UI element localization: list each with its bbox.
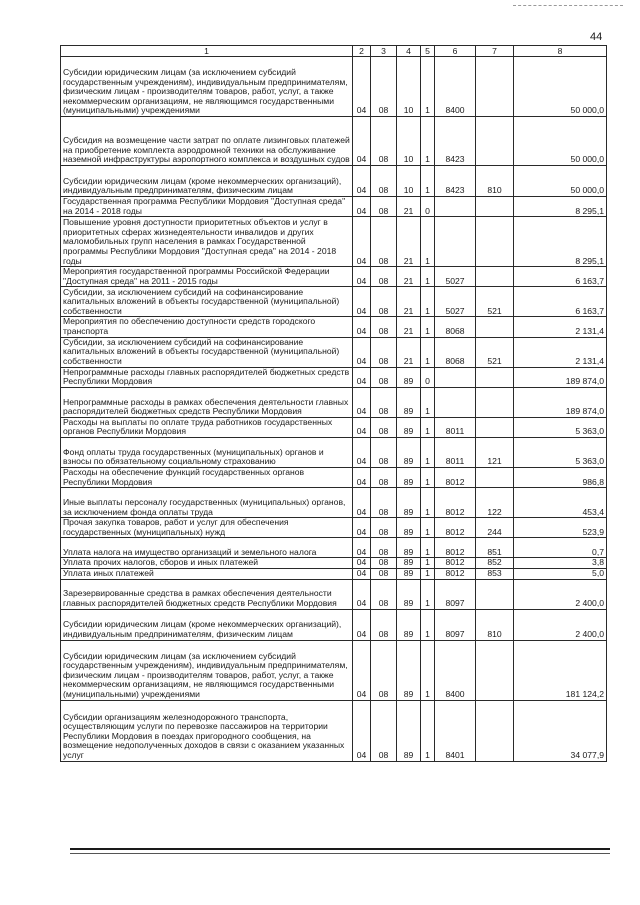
row-subprogram: 1	[421, 558, 435, 569]
row-target-item: 8423	[435, 117, 476, 166]
row-name: Уплата иных платежей	[61, 568, 353, 579]
row-program: 21	[397, 267, 421, 287]
row-amount: 181 124,2	[514, 640, 607, 700]
row-amount: 6 163,7	[514, 267, 607, 287]
row-subprogram: 1	[421, 166, 435, 197]
table-row	[61, 437, 607, 467]
table-row	[61, 337, 607, 367]
row-target-item: 8012	[435, 568, 476, 579]
row-program: 89	[397, 367, 421, 387]
row-target-item: 8097	[435, 579, 476, 609]
row-section: 04	[353, 518, 371, 538]
row-target-item: 8012	[435, 538, 476, 558]
row-expense-type: 852	[476, 558, 514, 569]
row-name: Повышение уровня доступности приоритетных объектов и услуг в приоритетных сферах жизнедеятельности инвалидов и других маломобильных групп населения в рамках Государственной программы Республики Мордовия "Доступная среда" на 2014 - 2018 годы	[61, 217, 353, 267]
row-amount: 5 363,0	[514, 417, 607, 437]
row-expense-type: 521	[476, 337, 514, 367]
row-name: Субсидии организациям железнодорожного транспорта, осуществляющим услуги по перевозке пассажиров на территории Республики Мордовия в поездах пригородного сообщения, на возмещение недополученных доходов в связи с оказанием указанных услуг	[61, 700, 353, 761]
row-subsection: 08	[371, 197, 397, 217]
row-subprogram: 1	[421, 57, 435, 117]
row-name: Субсидия на возмещение части затрат по оплате лизинговых платежей на приобретение комплекта аэродромной техники на обслуживание наземной инфраструктуры аэропортного комплекса и воздушных судов	[61, 117, 353, 166]
row-amount: 8 295,1	[514, 217, 607, 267]
row-subprogram: 1	[421, 287, 435, 317]
row-subsection: 08	[371, 609, 397, 640]
row-target-item: 8097	[435, 609, 476, 640]
table-row	[61, 538, 607, 558]
row-amount: 6 163,7	[514, 287, 607, 317]
row-name: Расходы на выплаты по оплате труда работников государственных органов Республики Мордовия	[61, 417, 353, 437]
row-expense-type: 851	[476, 538, 514, 558]
table-row	[61, 488, 607, 518]
row-target-item: 8012	[435, 518, 476, 538]
row-program: 10	[397, 57, 421, 117]
row-expense-type: 521	[476, 287, 514, 317]
table-row	[61, 579, 607, 609]
row-expense-type	[476, 317, 514, 337]
row-expense-type	[476, 467, 514, 487]
row-program: 89	[397, 488, 421, 518]
row-name: Государственная программа Республики Мордовия "Доступная среда" на 2014 - 2018 годы	[61, 197, 353, 217]
row-section: 04	[353, 117, 371, 166]
row-section: 04	[353, 568, 371, 579]
row-expense-type: 121	[476, 437, 514, 467]
row-expense-type: 122	[476, 488, 514, 518]
row-subsection: 08	[371, 568, 397, 579]
row-section: 04	[353, 609, 371, 640]
row-expense-type: 244	[476, 518, 514, 538]
row-target-item: 8012	[435, 467, 476, 487]
table-row	[61, 417, 607, 437]
header-col-6: 6	[435, 46, 476, 57]
row-expense-type: 810	[476, 166, 514, 197]
row-name: Субсидии, за исключением субсидий на софинансирование капитальных вложений в объекты государственной (муниципальной) собственности	[61, 337, 353, 367]
row-name: Прочая закупка товаров, работ и услуг для обеспечения государственных (муниципальных) нужд	[61, 518, 353, 538]
row-section: 04	[353, 267, 371, 287]
row-subprogram: 1	[421, 467, 435, 487]
row-program: 89	[397, 387, 421, 417]
budget-table	[60, 45, 607, 762]
row-program: 21	[397, 217, 421, 267]
row-subprogram: 1	[421, 568, 435, 579]
row-target-item: 5027	[435, 267, 476, 287]
row-subsection: 08	[371, 488, 397, 518]
header-col-4: 4	[397, 46, 421, 57]
row-expense-type	[476, 367, 514, 387]
row-subsection: 08	[371, 387, 397, 417]
row-subprogram: 0	[421, 367, 435, 387]
row-target-item: 8011	[435, 417, 476, 437]
row-section: 04	[353, 417, 371, 437]
row-subsection: 08	[371, 287, 397, 317]
row-amount: 453,4	[514, 488, 607, 518]
row-amount: 0,7	[514, 538, 607, 558]
row-subprogram: 1	[421, 317, 435, 337]
row-amount: 34 077,9	[514, 700, 607, 761]
bottom-rule	[70, 848, 610, 850]
table-row	[61, 217, 607, 267]
row-program: 21	[397, 287, 421, 317]
row-amount: 50 000,0	[514, 57, 607, 117]
row-program: 10	[397, 117, 421, 166]
page-number: 44	[590, 31, 603, 43]
row-target-item: 8068	[435, 337, 476, 367]
row-name: Субсидии юридическим лицам (за исключением субсидий государственным учреждениям), индивидуальным предпринимателям, физическим лицам - производителям товаров, работ, услуг, а также некоммерческим организациям, не являющимся государственными (муниципальными) учреждениями	[61, 57, 353, 117]
row-program: 89	[397, 609, 421, 640]
row-amount: 5,0	[514, 568, 607, 579]
row-name: Иные выплаты персоналу государственных (муниципальных) органов, за исключением фонда оплаты труда	[61, 488, 353, 518]
table-row	[61, 640, 607, 700]
row-amount: 189 874,0	[514, 387, 607, 417]
header-col-7: 7	[476, 46, 514, 57]
row-subprogram: 1	[421, 437, 435, 467]
row-target-item	[435, 367, 476, 387]
row-subsection: 08	[371, 700, 397, 761]
row-program: 89	[397, 467, 421, 487]
row-subprogram: 0	[421, 197, 435, 217]
row-expense-type	[476, 640, 514, 700]
row-section: 04	[353, 217, 371, 267]
row-expense-type	[476, 700, 514, 761]
row-program: 89	[397, 437, 421, 467]
row-subprogram: 1	[421, 609, 435, 640]
row-section: 04	[353, 367, 371, 387]
row-name: Уплата прочих налогов, сборов и иных платежей	[61, 558, 353, 569]
row-expense-type	[476, 217, 514, 267]
table-row	[61, 197, 607, 217]
table-row	[61, 267, 607, 287]
row-target-item	[435, 197, 476, 217]
table-row	[61, 609, 607, 640]
row-subsection: 08	[371, 558, 397, 569]
row-program: 89	[397, 568, 421, 579]
row-target-item: 8400	[435, 57, 476, 117]
row-target-item: 8401	[435, 700, 476, 761]
row-subsection: 08	[371, 579, 397, 609]
row-section: 04	[353, 57, 371, 117]
row-section: 04	[353, 387, 371, 417]
row-section: 04	[353, 579, 371, 609]
row-section: 04	[353, 488, 371, 518]
row-section: 04	[353, 166, 371, 197]
row-expense-type: 853	[476, 568, 514, 579]
row-program: 89	[397, 700, 421, 761]
row-subsection: 08	[371, 367, 397, 387]
row-name: Субсидии юридическим лицам (за исключением субсидий государственным учреждениям), индивидуальным предпринимателям, физическим лицам - производителям товаров, работ, услуг, а также некоммерческим организациям, не являющимся государственными (муниципальными) учреждениями	[61, 640, 353, 700]
row-subprogram: 1	[421, 217, 435, 267]
table-row	[61, 166, 607, 197]
row-subsection: 08	[371, 337, 397, 367]
row-subsection: 08	[371, 317, 397, 337]
row-amount: 2 131,4	[514, 337, 607, 367]
table-row	[61, 367, 607, 387]
row-subprogram: 1	[421, 417, 435, 437]
row-amount: 2 131,4	[514, 317, 607, 337]
table-row	[61, 518, 607, 538]
row-expense-type	[476, 387, 514, 417]
row-name: Зарезервированные средства в рамках обеспечения деятельности главных распорядителей бюджетных средств Республики Мордовия	[61, 579, 353, 609]
table-row	[61, 568, 607, 579]
row-program: 89	[397, 518, 421, 538]
row-amount: 8 295,1	[514, 197, 607, 217]
row-program: 89	[397, 640, 421, 700]
row-subprogram: 1	[421, 579, 435, 609]
row-target-item: 8012	[435, 488, 476, 518]
row-section: 04	[353, 317, 371, 337]
row-name: Мероприятия по обеспечению доступности средств городского транспорта	[61, 317, 353, 337]
row-subprogram: 1	[421, 387, 435, 417]
row-subprogram: 1	[421, 267, 435, 287]
row-expense-type	[476, 579, 514, 609]
row-section: 04	[353, 538, 371, 558]
row-target-item: 8423	[435, 166, 476, 197]
row-section: 04	[353, 467, 371, 487]
row-amount: 50 000,0	[514, 117, 607, 166]
row-subsection: 08	[371, 538, 397, 558]
table-row	[61, 57, 607, 117]
row-subprogram: 1	[421, 640, 435, 700]
row-section: 04	[353, 197, 371, 217]
row-program: 89	[397, 538, 421, 558]
row-subsection: 08	[371, 437, 397, 467]
row-expense-type: 810	[476, 609, 514, 640]
row-subsection: 08	[371, 417, 397, 437]
row-subprogram: 1	[421, 117, 435, 166]
row-name: Уплата налога на имущество организаций и земельного налога	[61, 538, 353, 558]
row-subprogram: 1	[421, 488, 435, 518]
row-subsection: 08	[371, 117, 397, 166]
row-section: 04	[353, 287, 371, 317]
row-amount: 189 874,0	[514, 367, 607, 387]
row-section: 04	[353, 700, 371, 761]
row-program: 89	[397, 558, 421, 569]
row-name: Мероприятия государственной программы Российской Федерации "Доступная среда" на 2011 - 2015 годы	[61, 267, 353, 287]
row-name: Фонд оплаты труда государственных (муниципальных) органов и взносы по обязательному социальному страхованию	[61, 437, 353, 467]
row-program: 21	[397, 337, 421, 367]
row-target-item: 8011	[435, 437, 476, 467]
table-row	[61, 467, 607, 487]
row-subsection: 08	[371, 518, 397, 538]
row-expense-type	[476, 417, 514, 437]
row-section: 04	[353, 640, 371, 700]
row-amount: 986,8	[514, 467, 607, 487]
header-col-2: 2	[353, 46, 371, 57]
row-expense-type	[476, 197, 514, 217]
row-amount: 2 400,0	[514, 609, 607, 640]
row-target-item: 8068	[435, 317, 476, 337]
row-expense-type	[476, 117, 514, 166]
row-program: 21	[397, 317, 421, 337]
row-target-item: 5027	[435, 287, 476, 317]
row-subsection: 08	[371, 267, 397, 287]
table-row	[61, 287, 607, 317]
table-body	[61, 57, 607, 762]
table-row	[61, 558, 607, 569]
row-program: 89	[397, 579, 421, 609]
row-section: 04	[353, 437, 371, 467]
row-subsection: 08	[371, 57, 397, 117]
header-col-1: 1	[61, 46, 353, 57]
row-name: Субсидии, за исключением субсидий на софинансирование капитальных вложений в объекты государственной (муниципальной) собственности	[61, 287, 353, 317]
row-program: 10	[397, 166, 421, 197]
table-header-row	[61, 46, 607, 57]
row-amount: 3,8	[514, 558, 607, 569]
row-amount: 2 400,0	[514, 579, 607, 609]
row-name: Расходы на обеспечение функций государственных органов Республики Мордовия	[61, 467, 353, 487]
top-edge-mark	[513, 5, 623, 7]
row-subprogram: 1	[421, 337, 435, 367]
table-row	[61, 317, 607, 337]
row-target-item: 8012	[435, 558, 476, 569]
row-subprogram: 1	[421, 518, 435, 538]
row-amount: 523,9	[514, 518, 607, 538]
table-row	[61, 117, 607, 166]
row-name: Непрограммные расходы в рамках обеспечения деятельности главных распорядителей бюджетных средств Республики Мордовия	[61, 387, 353, 417]
header-col-8: 8	[514, 46, 607, 57]
row-name: Субсидии юридическим лицам (кроме некоммерческих организаций), индивидуальным предпринимателям, физическим лицам	[61, 166, 353, 197]
row-subsection: 08	[371, 640, 397, 700]
row-name: Субсидии юридическим лицам (кроме некоммерческих организаций), индивидуальным предпринимателям, физическим лицам	[61, 609, 353, 640]
table-row	[61, 700, 607, 761]
row-program: 21	[397, 197, 421, 217]
row-section: 04	[353, 558, 371, 569]
row-program: 89	[397, 417, 421, 437]
table-row	[61, 387, 607, 417]
row-section: 04	[353, 337, 371, 367]
row-subsection: 08	[371, 217, 397, 267]
row-subsection: 08	[371, 467, 397, 487]
row-target-item	[435, 387, 476, 417]
bottom-rule-thin	[70, 853, 610, 854]
row-subprogram: 1	[421, 538, 435, 558]
row-amount: 50 000,0	[514, 166, 607, 197]
row-target-item: 8400	[435, 640, 476, 700]
row-expense-type	[476, 57, 514, 117]
row-subprogram: 1	[421, 700, 435, 761]
header-col-5: 5	[421, 46, 435, 57]
row-expense-type	[476, 267, 514, 287]
row-target-item	[435, 217, 476, 267]
row-amount: 5 363,0	[514, 437, 607, 467]
row-subsection: 08	[371, 166, 397, 197]
row-name: Непрограммные расходы главных распорядителей бюджетных средств Республики Мордовия	[61, 367, 353, 387]
header-col-3: 3	[371, 46, 397, 57]
